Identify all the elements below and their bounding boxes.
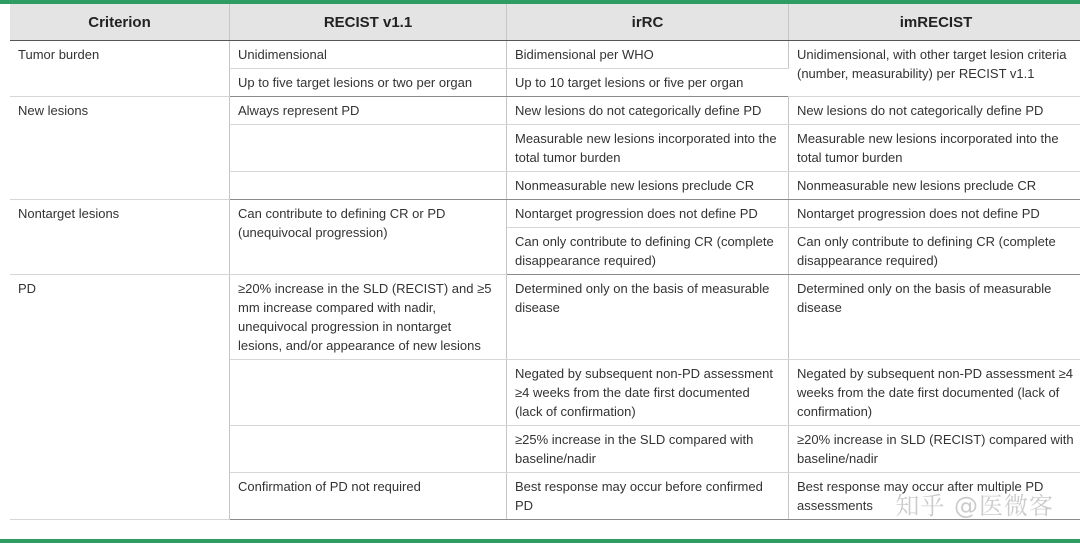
imrecist-cell: Unidimensional, with other target lesion criteria (number, measurability) per RECIST v1.1 — [789, 41, 1080, 97]
irrc-cell: Measurable new lesions incorporated into the total tumor burden — [507, 125, 789, 172]
imrecist-cell: Best response may occur after multiple PD assessments — [789, 473, 1080, 520]
recist-cell — [230, 125, 507, 172]
recist-cell — [230, 172, 507, 200]
irrc-cell: ≥25% increase in the SLD compared with baseline/nadir — [507, 426, 789, 473]
comparison-table — [10, 4, 1080, 520]
recist-cell: Unidimensional — [230, 41, 507, 69]
irrc-cell: Nonmeasurable new lesions preclude CR — [507, 172, 789, 200]
header-irrc: irRC — [507, 4, 789, 41]
criterion-cell: Tumor burden — [10, 41, 230, 97]
imrecist-cell: Nontarget progression does not define PD — [789, 200, 1080, 228]
imrecist-cell: Measurable new lesions incorporated into the total tumor burden — [789, 125, 1080, 172]
imrecist-cell: Determined only on the basis of measurable disease — [789, 275, 1080, 360]
criterion-cell: Nontarget lesions — [10, 200, 230, 275]
imrecist-cell: ≥20% increase in SLD (RECIST) compared with baseline/nadir — [789, 426, 1080, 473]
criterion-cell: PD — [10, 275, 230, 520]
irrc-cell: Up to 10 target lesions or five per organ — [507, 69, 789, 97]
irrc-cell: Best response may occur before confirmed PD — [507, 473, 789, 520]
imrecist-cell: Nonmeasurable new lesions preclude CR — [789, 172, 1080, 200]
irrc-cell: New lesions do not categorically define PD — [507, 97, 789, 125]
table-row — [10, 97, 1080, 125]
table-row — [10, 275, 1080, 360]
recist-cell: Up to five target lesions or two per organ — [230, 69, 507, 97]
table-row — [10, 200, 1080, 228]
recist-cell: Always represent PD — [230, 97, 507, 125]
irrc-cell: Determined only on the basis of measurable disease — [507, 275, 789, 360]
irrc-cell: Bidimensional per WHO — [507, 41, 789, 69]
watermark: 知乎 @医微客 — [895, 492, 1054, 520]
header-criterion: Criterion — [10, 4, 230, 41]
recist-cell: Can contribute to defining CR or PD (unequivocal progression) — [230, 200, 507, 275]
header-recist: RECIST v1.1 — [230, 4, 507, 41]
imrecist-cell: Negated by subsequent non-PD assessment ≥4 weeks from the date first documented (lack of confirmation) — [789, 360, 1080, 426]
imrecist-cell: Can only contribute to defining CR (complete disappearance required) — [789, 228, 1080, 275]
irrc-cell: Nontarget progression does not define PD — [507, 200, 789, 228]
recist-cell: Confirmation of PD not required — [230, 473, 507, 520]
irrc-cell: Negated by subsequent non-PD assessment ≥4 weeks from the date first documented (lack of confirmation) — [507, 360, 789, 426]
header-row — [10, 4, 1080, 41]
table-row — [10, 41, 1080, 69]
criterion-cell: New lesions — [10, 97, 230, 200]
irrc-cell: Can only contribute to defining CR (complete disappearance required) — [507, 228, 789, 275]
recist-cell — [230, 426, 507, 473]
recist-cell — [230, 360, 507, 426]
imrecist-cell: New lesions do not categorically define PD — [789, 97, 1080, 125]
recist-cell: ≥20% increase in the SLD (RECIST) and ≥5 mm increase compared with nadir, unequivocal progression in nontarget lesions, and/or appearance of new lesions — [230, 275, 507, 360]
header-imrecist: imRECIST — [789, 4, 1080, 41]
